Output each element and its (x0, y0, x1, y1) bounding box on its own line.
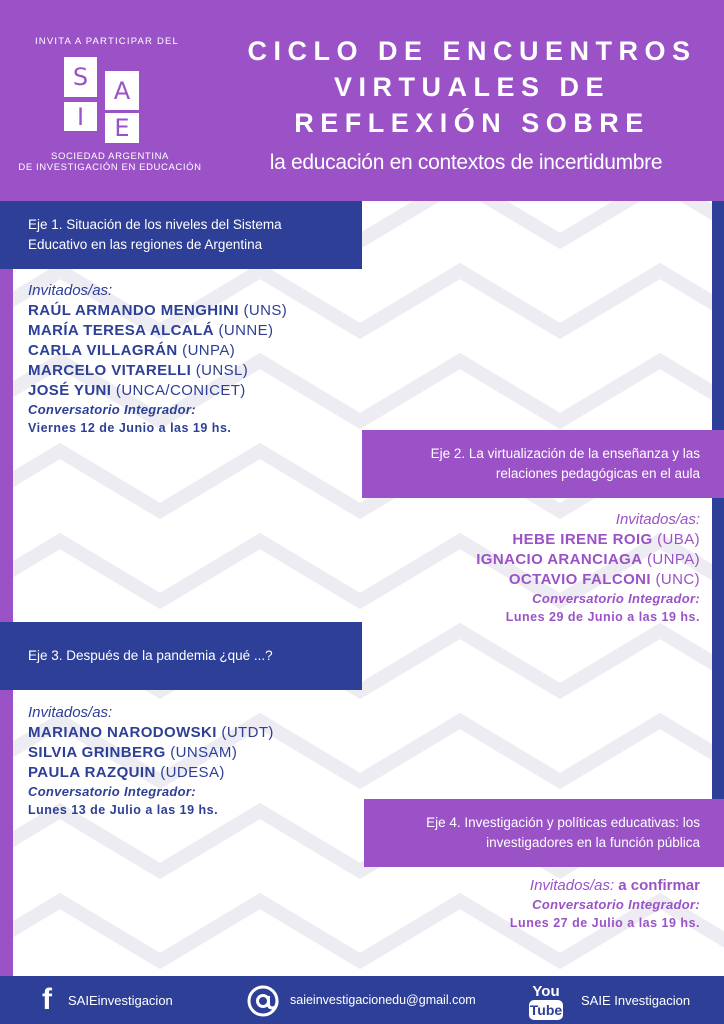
guest-item: MARÍA TERESA ALCALÁ (UNNE) (28, 322, 274, 339)
event-date: Viernes 12 de Junio a las 19 hs. (28, 421, 232, 435)
guest-item: IGNACIO ARANCIAGA (UNPA) (476, 551, 700, 568)
event-date: Lunes 13 de Julio a las 19 hs. (28, 803, 219, 817)
axis-2-guests (476, 510, 700, 626)
email-link[interactable]: saieinvestigacionedu@gmail.com (290, 993, 476, 1007)
guest-item: HEBE IRENE ROIG (UBA) (512, 531, 700, 548)
axis-4-header (364, 799, 724, 867)
guest-item: RAÚL ARMANDO MENGHINI (UNS) (28, 302, 288, 319)
axis-1-guests (28, 281, 287, 437)
title-line-2: VIRTUALES DE (333, 72, 611, 102)
title-line-3: REFLEXIÓN SOBRE (294, 108, 650, 138)
header-banner (0, 0, 724, 201)
conversatorio-label: Conversatorio Integrador: (532, 591, 700, 606)
axis-3-guests (28, 703, 274, 819)
conversatorio-label: Conversatorio Integrador: (28, 784, 196, 799)
left-edge-strip-lower (0, 690, 13, 976)
axis-4-title-line-1: Eje 4. Investigación y políticas educativas: los (426, 815, 700, 830)
logo-letter-s: S (64, 57, 97, 97)
to-confirm-text: a confirmar (614, 877, 700, 894)
guest-item: MARCELO VITARELLI (UNSL) (28, 362, 249, 379)
axis-1-header (0, 201, 362, 269)
society-name (10, 151, 210, 173)
logo-letter-a: A (105, 71, 139, 110)
invitados-label: Invitados/as: (28, 282, 113, 299)
society-line-2: DE INVESTIGACIÓN EN EDUCACIÓN (18, 162, 202, 173)
event-date: Lunes 27 de Julio a las 19 hs. (509, 916, 700, 930)
invitados-label: Invitados/as: (615, 511, 700, 528)
conversatorio-label: Conversatorio Integrador: (28, 402, 196, 417)
left-edge-strip (0, 269, 13, 622)
conversatorio-label: Conversatorio Integrador: (532, 897, 700, 912)
youtube-logo-tube: Tube (529, 1002, 563, 1018)
axis-2-title-line-1: Eje 2. La virtualización de la enseñanza y las (430, 446, 700, 461)
axis-2-title-line-2: relaciones pedagógicas en el aula (495, 466, 700, 481)
guest-item: PAULA RAZQUIN (UDESA) (28, 764, 225, 781)
invite-text: INVITA A PARTICIPAR DEL (34, 36, 180, 47)
logo-letter-e: E (105, 113, 139, 143)
guest-item: MARIANO NARODOWSKI (UTDT) (28, 724, 274, 741)
guest-item: SILVIA GRINBERG (UNSAM) (28, 744, 238, 761)
event-date: Lunes 29 de Junio a las 19 hs. (505, 610, 700, 624)
youtube-link[interactable]: SAIE Investigacion (581, 993, 691, 1008)
axis-1-title-line-2: Educativo en las regiones de Argentina (28, 237, 263, 252)
guest-item: CARLA VILLAGRÁN (UNPA) (28, 342, 236, 359)
footer-bar (0, 976, 724, 1024)
axis-2-header (362, 430, 724, 498)
society-line-1: SOCIEDAD ARGENTINA (51, 151, 169, 162)
guest-item: OCTAVIO FALCONI (UNC) (508, 571, 700, 588)
subtitle: la educación en contextos de incertidumbre (269, 151, 663, 174)
at-icon[interactable] (246, 984, 280, 1018)
guest-item: JOSÉ YUNI (UNCA/CONICET) (28, 382, 246, 399)
axis-4-title-line-2: investigadores en la función pública (486, 835, 700, 850)
right-edge-strip (712, 201, 724, 799)
invitados-label: Invitados/as: a confirmar (529, 877, 700, 894)
facebook-icon[interactable]: f (42, 983, 52, 1016)
invitados-label: Invitados/as: (28, 704, 113, 721)
axis-4-guests (510, 876, 700, 932)
title-line-1: CICLO DE ENCUENTROS (247, 36, 697, 66)
logo-letter-i: I (64, 102, 97, 131)
facebook-link[interactable]: SAIEinvestigacion (68, 993, 173, 1008)
saie-logo (64, 57, 140, 143)
youtube-icon[interactable] (528, 981, 564, 1021)
youtube-logo-you: You (532, 983, 560, 1000)
axis-3-header (0, 622, 362, 690)
axis-1-title-line-1: Eje 1. Situación de los niveles del Sistema (28, 217, 282, 232)
axis-3-title-line-1: Eje 3. Después de la pandemia ¿qué ...? (28, 648, 273, 663)
